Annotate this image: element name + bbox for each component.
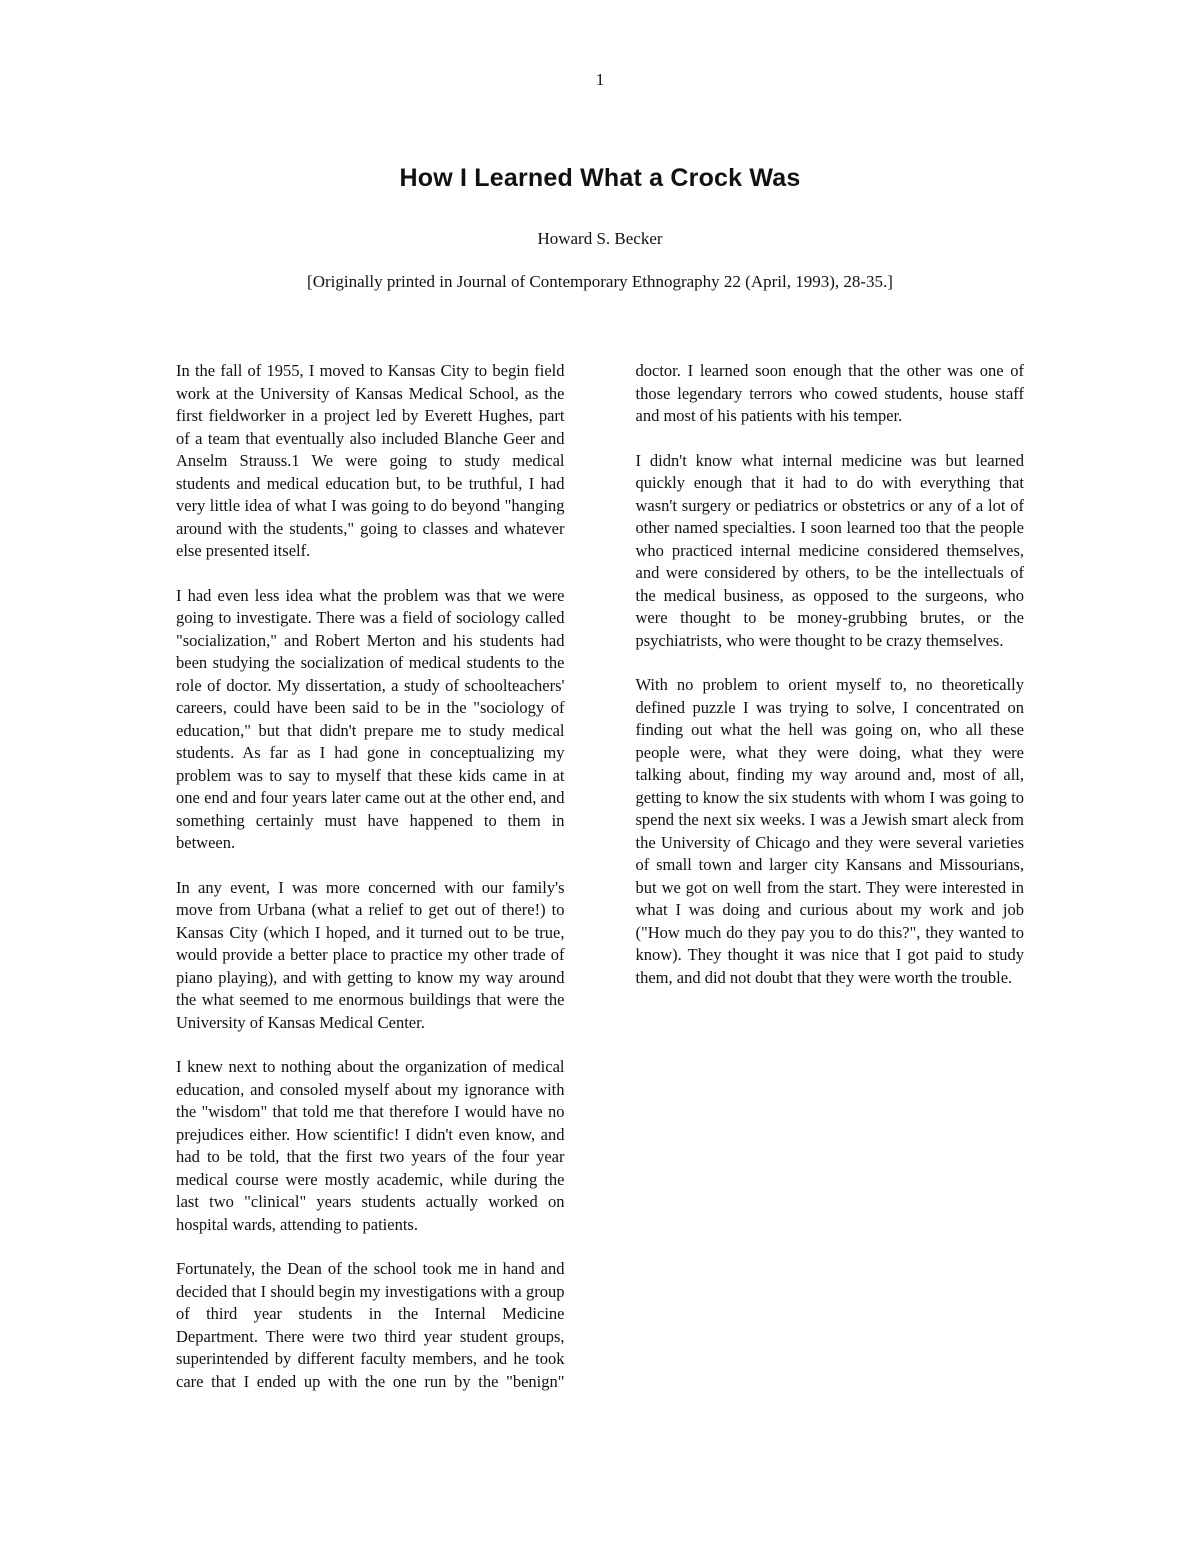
body-paragraph: I knew next to nothing about the organization of medical education, and consoled myself about my ignorance with the "wisdom" that told me that therefore I would have no prejudices either. How scientific! I didn't even know, and had to be told, that the first two years of the four year medical course were mostly academic, while during the last two "clinical" years students actually worked on hospital wards, attending to patients. (176, 1057, 565, 1234)
body-text-columns (176, 360, 1024, 1400)
body-paragraph: Fortunately, the Dean of the school took me in hand and decided that I should begin my investigations with a group of third year students in the Internal Medicine Department. There were two third year student groups, superintended by different faculty members, and he took care that I ended up with the one run by the "benign" doctor. I learned soon enough that the other was one of those legendary terrors who cowed students, house staff and most of his patients with his temper. (176, 361, 1024, 1391)
body-paragraph: I had even less idea what the problem was that we were going to investigate. There was a field of sociology called "socialization," and Robert Merton and his students had been studying the socialization of medical students to the role of doctor. My dissertation, a study of schoolteachers' careers, could have been said to be in the "sociology of education," but that didn't prepare me to study medical students. As far as I had gone in conceptualizing my problem was to say to myself that these kids came in at one end and four years later came out at the other end, and something certainly must have happened to them in between. (176, 585, 565, 852)
body-paragraph: In the fall of 1955, I moved to Kansas City to begin field work at the University of Kansas Medical School, as the first fieldworker in a project led by Everett Hughes, part of a team that eventually also included Blanche Geer and Anselm Strauss.1 We were going to study medical students and medical education but, to be truthful, I had very little idea of what I was going to do beyond "hanging around with the students," going to classes and whatever else presented itself. (176, 361, 565, 560)
body-paragraph: I didn't know what internal medicine was but learned quickly enough that it had to do with everything that wasn't surgery or pediatrics or obstetrics or any of a lot of other named specialties. I soon learned too that the people who practiced internal medicine considered themselves, and were considered by others, to be the intellectuals of the medical business, as opposed to the surgeons, who were thought to be money-grubbing brutes, or the psychiatrists, who were thought to be crazy themselves. (635, 450, 1024, 650)
author-line: Howard S. Becker (537, 229, 663, 248)
document-title: How I Learned What a Crock Was (399, 164, 801, 192)
body-paragraph: In any event, I was more concerned with our family's move from Urbana (what a relief to get out of there!) to Kansas City (which I hoped, and it turned out to be true, would provide a better place to practice my other trade of piano playing), and with getting to know my way around the what seemed to me enormous buildings that were the University of Kansas Medical Center. (176, 877, 565, 1032)
page-number: 1 (595, 70, 605, 89)
body-paragraph: With no problem to orient myself to, no theoretically defined puzzle I was trying to solve, I concentrated on finding out what the hell was going on, who all these people were, what they were doing, what they were talking about, finding my way around and, most of all, getting to know the six students with whom I was going to spend the next six weeks. I was a Jewish smart aleck from the University of Chicago and they were several varieties of small town and larger city Kansans and Missourians, but we got on well from the start. They were interested in what I was doing and curious about my work and job ("How much do they pay you to do this?", they wanted to know). They thought it was nice that I got paid to study them, and did not doubt that they were worth the trouble. (635, 675, 1024, 987)
citation-line: [Originally printed in Journal of Contemporary Ethnography 22 (April, 1993), 28-35.] (307, 272, 893, 291)
